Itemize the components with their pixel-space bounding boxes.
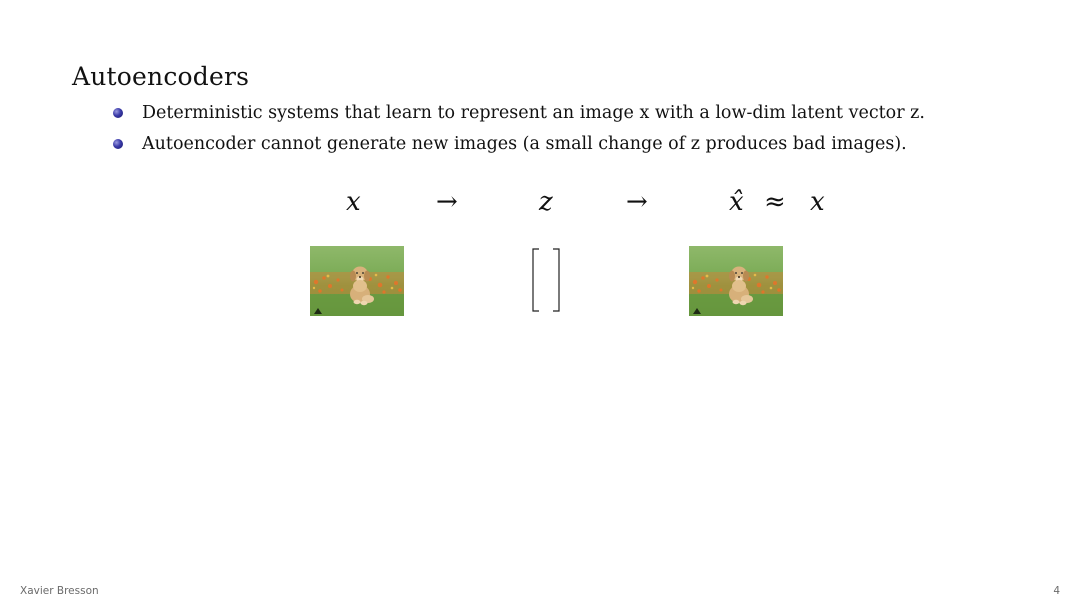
- bullet-text: Autoencoder cannot generate new images (a small change of z produces bad images).: [142, 134, 907, 154]
- input-symbol: x: [346, 187, 361, 217]
- bullet-dot-icon: [113, 139, 123, 149]
- approx-symbol: ≈: [764, 187, 786, 217]
- bullet-dot-icon: [113, 108, 123, 118]
- input-puppy-image: [310, 246, 404, 316]
- footer-author: Xavier Bresson: [20, 585, 99, 597]
- bullet-item: [112, 131, 925, 162]
- latent-vector-brackets: [532, 248, 560, 312]
- bullet-list: [112, 100, 925, 162]
- slide-title: Autoencoders: [72, 62, 250, 91]
- puppy-photo-icon: [310, 246, 404, 316]
- output-puppy-image: [689, 246, 783, 316]
- target-symbol: x: [810, 187, 825, 217]
- bullet-text: Deterministic systems that learn to represent an image x with a low-dim latent vector z.: [142, 103, 925, 123]
- bullet-item: [112, 100, 925, 131]
- footer-page-number: 4: [1053, 585, 1060, 597]
- latent-symbol: z: [539, 187, 553, 217]
- arrow-right-icon: →: [626, 187, 648, 217]
- arrow-right-icon: →: [436, 187, 458, 217]
- reconstruction-symbol: x̂: [729, 187, 744, 217]
- puppy-photo-icon: [689, 246, 783, 316]
